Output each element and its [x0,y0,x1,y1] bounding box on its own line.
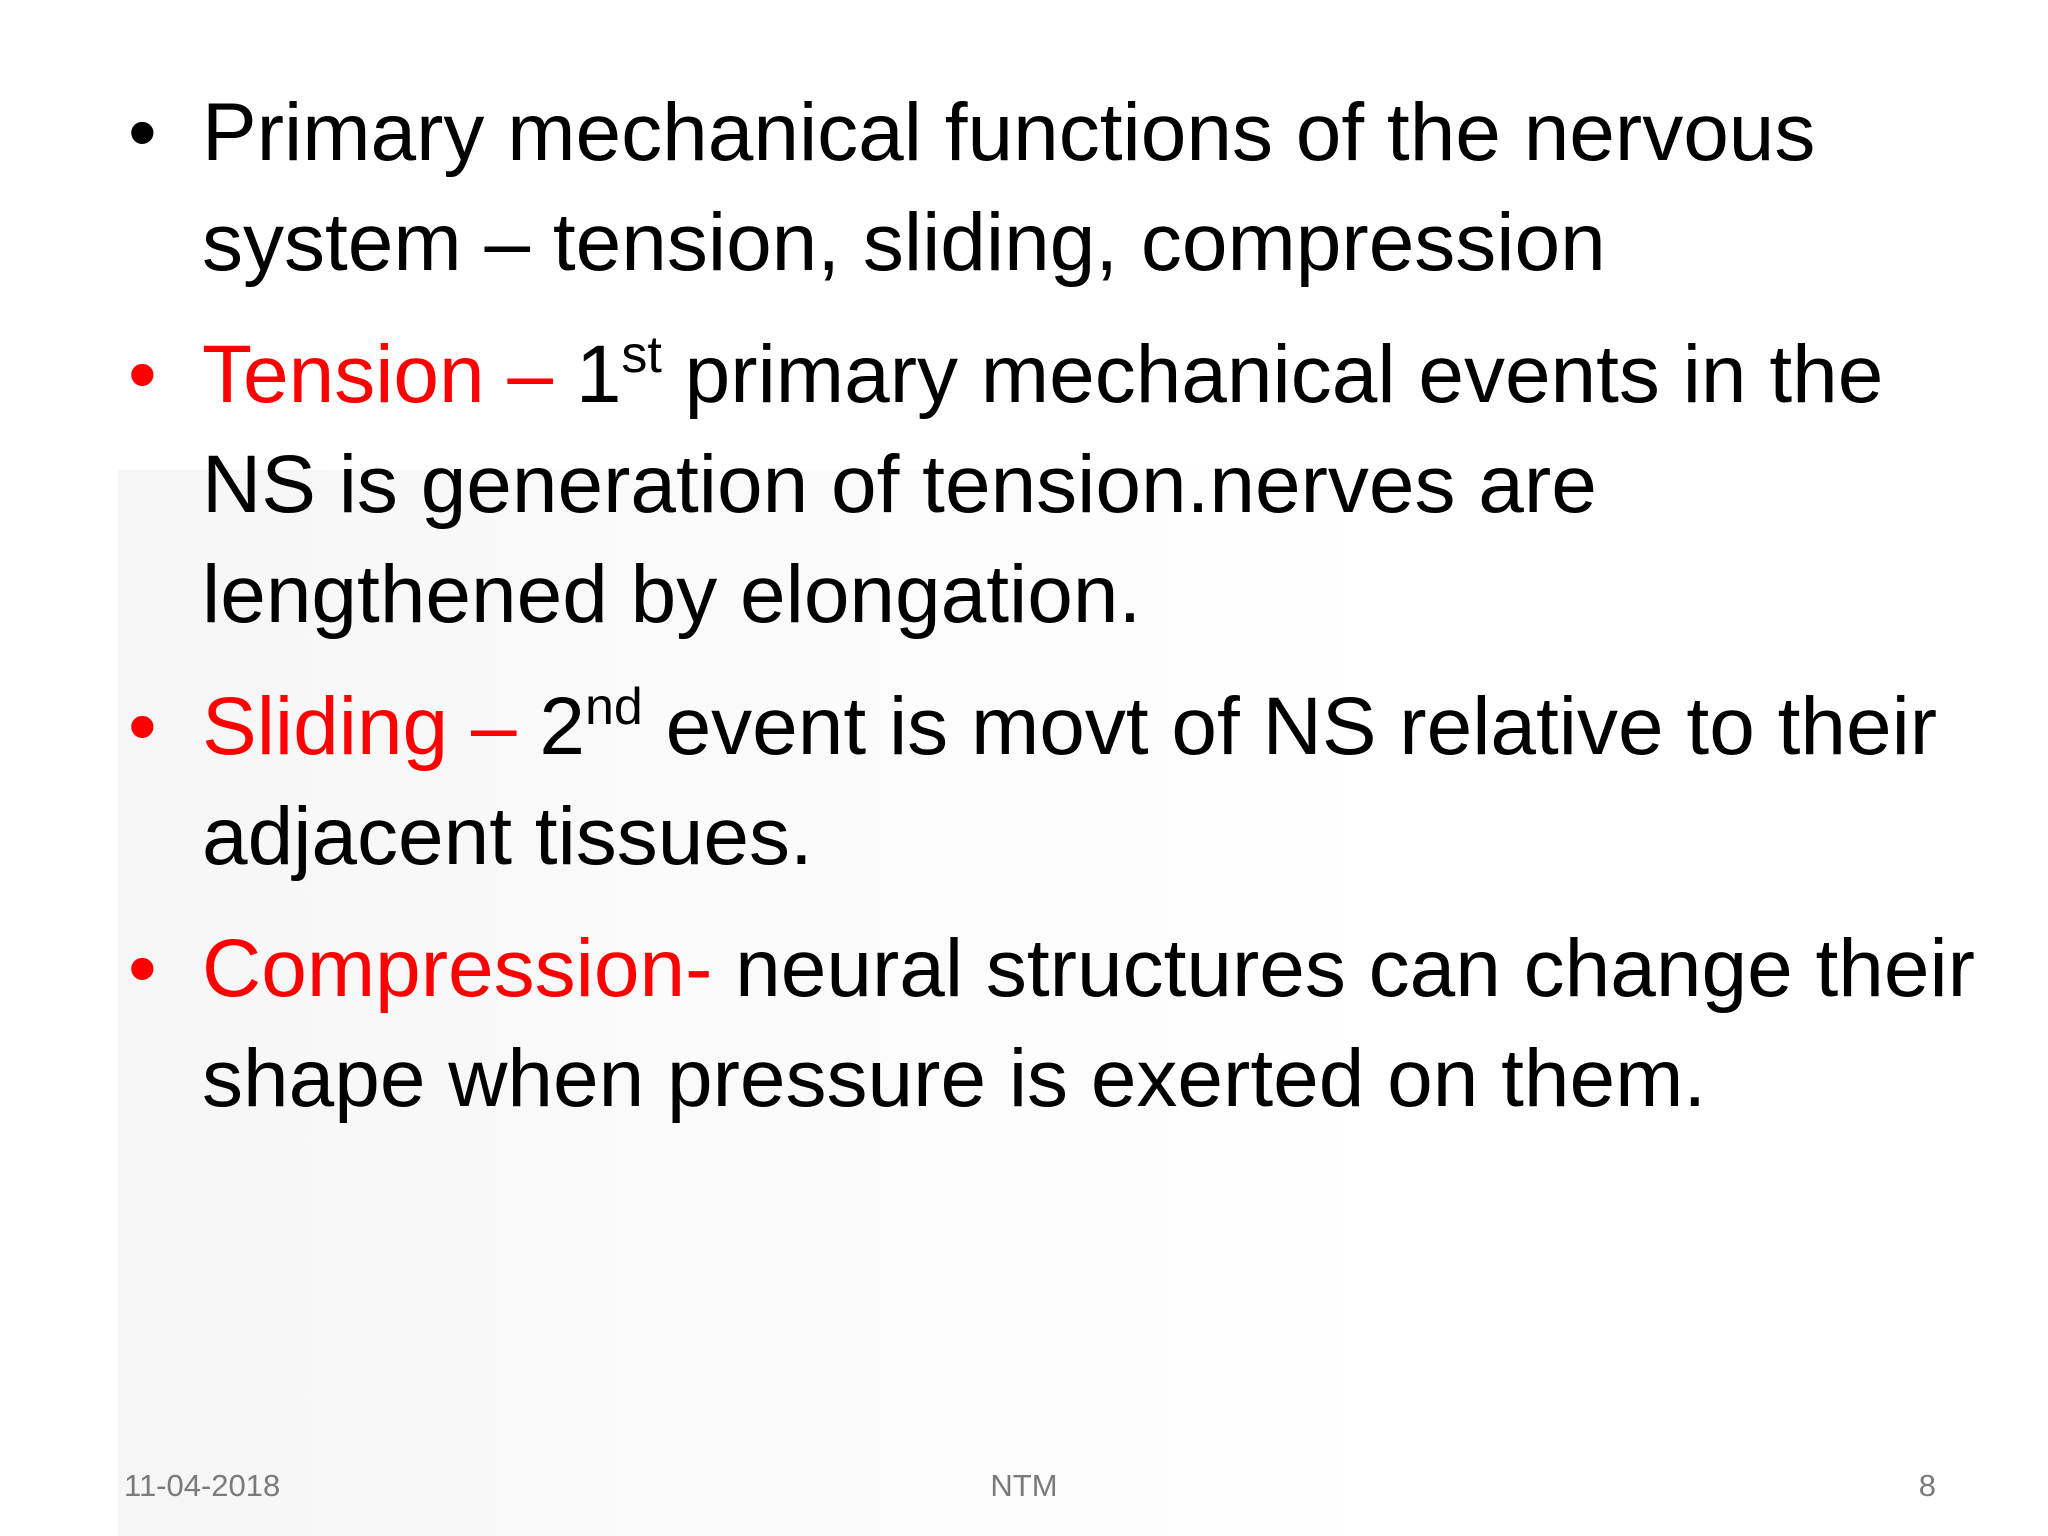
bullet-item-compression [120,914,1980,1134]
slide-footer [0,1456,2048,1536]
bullet-term: Sliding – [202,681,540,772]
bullet-term: Tension – [202,329,576,420]
bullet-dot-icon: • [128,923,157,1014]
footer-page-number: 8 [1918,1468,1936,1503]
bullet-item-tension [120,320,1980,650]
bullet-text: event is movt of NS relative to their adjacent tissues. [202,681,1938,882]
ordinal-number: 1 [575,329,622,420]
bullet-text: primary mechanical events in the NS is generation of tension.nerves are lengthened by elongation. [202,329,1884,640]
ordinal-suffix: nd [584,678,643,736]
bullet-item-mechanical-functions [120,78,1980,298]
bullet-text: Primary mechanical functions of the nervous system – tension, sliding, compression [202,87,1816,288]
bullet-text: neural structures can change their shape when pressure is exerted on them. [202,923,1975,1124]
bullet-dot-icon: • [128,329,157,420]
bullet-dot-icon: • [128,681,157,772]
bullet-term: Compression- [202,923,736,1014]
ordinal-suffix: st [621,326,662,384]
ordinal-number: 2 [539,681,585,772]
bullet-dot-icon: • [128,87,157,178]
bullet-list [120,78,1980,1156]
footer-center-text: NTM [990,1468,1058,1503]
footer-date: 11-04-2018 [124,1468,281,1503]
bullet-item-sliding [120,672,1980,892]
